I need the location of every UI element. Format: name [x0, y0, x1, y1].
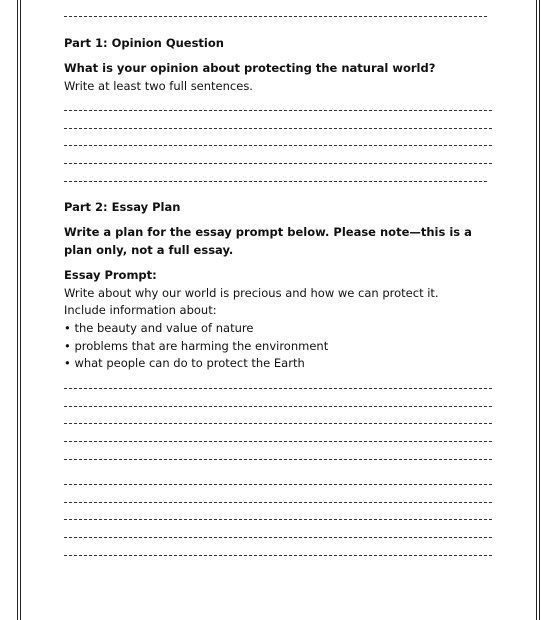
- writing-line[interactable]: [64, 145, 492, 146]
- part2-instruction: Write a plan for the essay prompt below. Please note—this is a plan only, not a full essay.: [64, 225, 472, 257]
- writing-line[interactable]: [64, 128, 492, 129]
- writing-line[interactable]: [64, 181, 487, 182]
- part1-heading: Part 1: Opinion Question: [64, 36, 224, 50]
- page-border-left: [17, 0, 21, 620]
- writing-line[interactable]: [64, 441, 492, 442]
- writing-line[interactable]: [64, 423, 492, 424]
- writing-line[interactable]: [64, 406, 492, 407]
- bullet-item: • problems that are harming the environment: [64, 339, 329, 353]
- writing-line[interactable]: [64, 502, 492, 503]
- essay-prompt-line: Write about why our world is precious and how we can protect it.: [64, 286, 439, 300]
- writing-line[interactable]: [64, 459, 492, 460]
- page-border-right: [536, 0, 540, 620]
- writing-line: [64, 16, 487, 17]
- writing-line[interactable]: [64, 484, 492, 485]
- part1-instruction: Write at least two full sentences.: [64, 79, 253, 93]
- writing-line[interactable]: [64, 519, 492, 520]
- writing-line[interactable]: [64, 163, 492, 164]
- bullet-item: • the beauty and value of nature: [64, 321, 254, 335]
- writing-line[interactable]: [64, 388, 492, 389]
- writing-line[interactable]: [64, 537, 492, 538]
- essay-prompt-label: Essay Prompt:: [64, 268, 157, 282]
- part1-question: What is your opinion about protecting the natural world?: [64, 61, 436, 75]
- writing-line[interactable]: [64, 555, 492, 556]
- bullet-item: • what people can do to protect the Earth: [64, 356, 305, 370]
- writing-line[interactable]: [64, 110, 492, 111]
- essay-prompt-include: Include information about:: [64, 303, 217, 317]
- part2-heading: Part 2: Essay Plan: [64, 200, 181, 214]
